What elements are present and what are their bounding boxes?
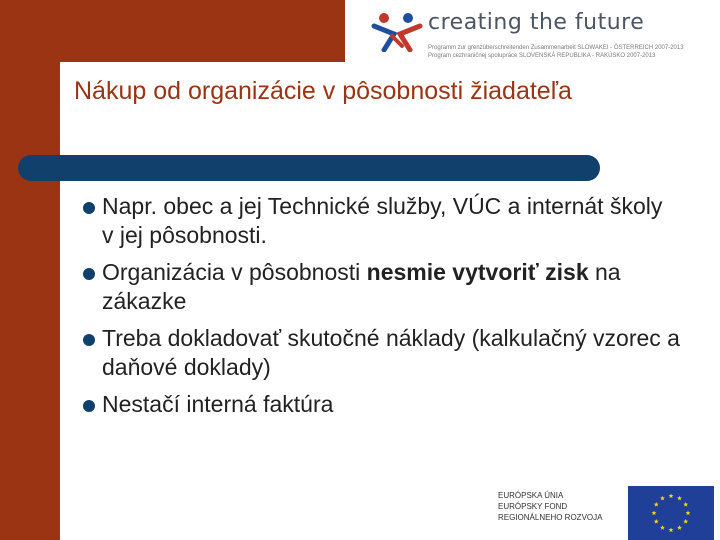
eu-caption-line: REGIONÁLNEHO ROZVOJA [498,513,603,522]
bullet-text: Napr. obec a jej Technické služby, VÚC a internát školy v jej pôsobnosti. [102,193,663,248]
bullet-text: Organizácia v pôsobnosti [102,259,367,285]
bullet-emphasis: nesmie vytvoriť zisk [366,259,589,285]
eu-flag-icon [628,486,714,540]
top-decor-band [60,0,345,62]
bullet-item [80,324,680,382]
logo-program-line-de: Programm zur grenzüberschreitenden Zusammenarbeit SLOWAKEI - ÖSTERREICH 2007-2013 [428,45,684,51]
bullet-text: Treba dokladovať skutočné náklady (kalkulačný vzorec a daňové doklady) [102,325,680,380]
left-decor-band [0,0,60,540]
logo-program-line-sk: Program cezhraničnej spolupráce SLOVENSKÁ REPUBLIKA - RAKÚSKO 2007-2013 [428,53,656,59]
bullet-dot-icon [83,268,95,280]
slide-title: Nákup od organizácie v pôsobnosti žiadateľa [74,77,572,105]
bullet-item [80,192,680,250]
eu-caption-line: EURÓPSKA ÚNIA [498,491,564,500]
title-underline-bar [18,155,600,181]
bullet-dot-icon [83,202,95,214]
bullet-dot-icon [83,334,95,346]
bullet-item [80,390,680,419]
eu-caption-line: EURÓPSKY FOND [498,502,568,511]
bullet-text: na zákazke [102,259,621,314]
creating-the-future-logo-icon [370,12,424,52]
bullet-text: Nestačí interná faktúra [102,391,334,417]
eu-caption [498,490,623,523]
logo-title: creating the future [428,10,645,35]
bullet-item [80,258,680,316]
bullet-list [80,192,680,427]
bullet-dot-icon [83,400,95,412]
